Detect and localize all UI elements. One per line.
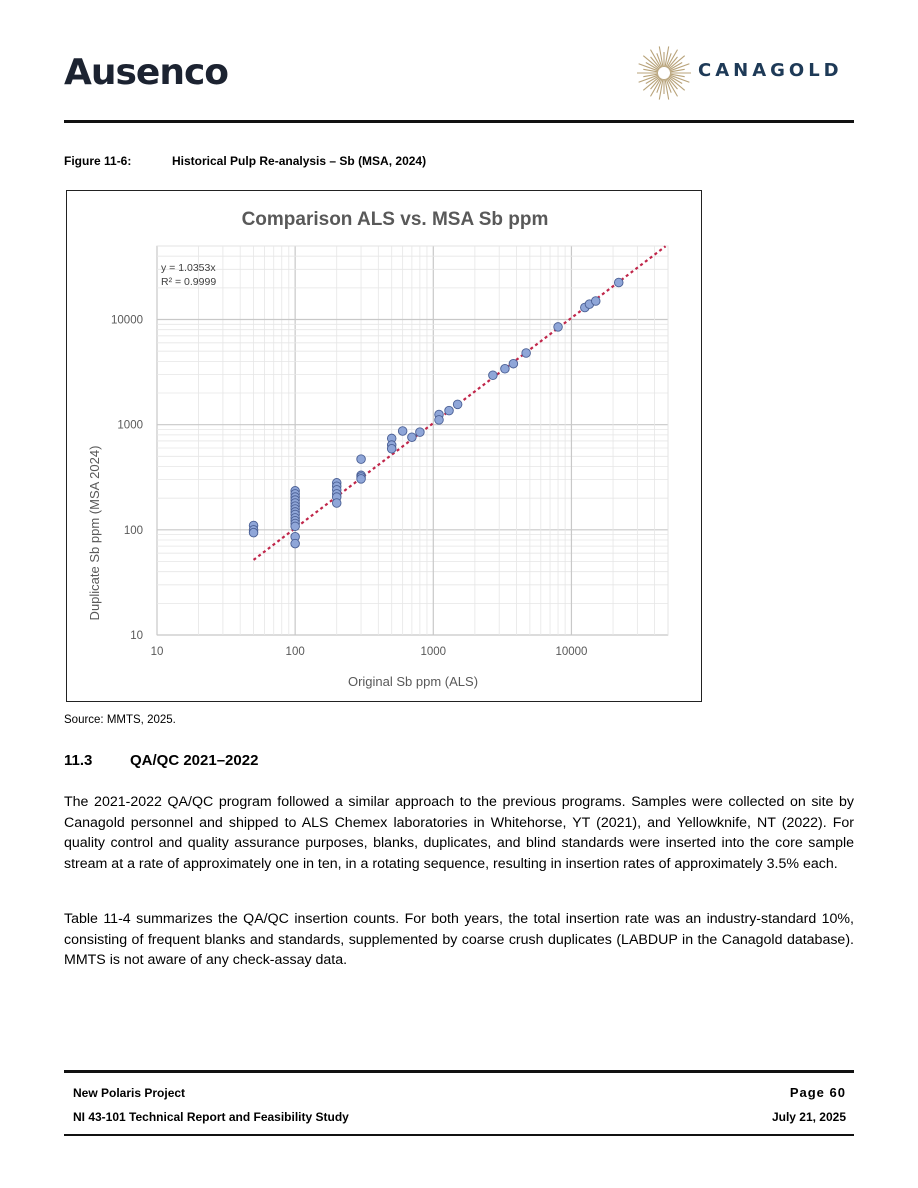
paragraph: The 2021-2022 QA/QC program followed a similar approach to the previous programs. Samples were collected on site by Canagold personnel and shipped to ALS Chemex laboratories in Whitehorse, YT (2021), and Yellowknife, NT (2022). For quality control and quality assurance purposes, blanks, duplicates, and blind standards were inserted into the core sample stream at a rate of approximately one in ten, in a rotating sequence, resulting in insertion rates of approximately 3.5% each. (64, 794, 854, 872)
data-point (614, 278, 623, 287)
data-point (501, 364, 510, 373)
data-point (357, 455, 366, 464)
data-point (291, 539, 300, 548)
section-number: 11.3 (64, 752, 93, 769)
chart-title: Comparison ALS vs. MSA Sb ppm (241, 209, 549, 230)
header-rule (64, 120, 854, 123)
data-point (408, 433, 417, 442)
chart-frame (66, 190, 702, 702)
footer-project: New Polaris Project (73, 1086, 186, 1100)
data-point (435, 416, 444, 425)
y-axis-label: Duplicate Sb ppm (MSA 2024) (87, 445, 102, 621)
data-point (522, 349, 531, 358)
x-tick-label: 100 (285, 646, 305, 658)
section-title: QA/QC 2021–2022 (130, 752, 259, 769)
sunburst-icon (636, 40, 692, 106)
ausenco-logo: Ausenco (64, 52, 229, 93)
data-point (398, 427, 407, 436)
footer-rule (64, 1070, 854, 1073)
data-point (554, 323, 563, 332)
section-heading (64, 752, 258, 769)
canagold-wordmark: CANAGOLD (698, 60, 843, 81)
data-point (291, 522, 300, 531)
footer-bottom-rule (64, 1134, 854, 1136)
figure-title: Historical Pulp Re-analysis – Sb (MSA, 2024) (172, 154, 427, 168)
data-point (249, 528, 258, 537)
y-tick-label: 1000 (117, 419, 143, 432)
x-tick-label: 10000 (555, 646, 588, 658)
x-tick-label: 10 (150, 646, 164, 658)
data-point (591, 297, 600, 306)
equation-label: y = 1.0353x (161, 262, 216, 274)
figure-caption (64, 154, 426, 168)
page-number: Page 60 (789, 1085, 846, 1100)
footer-date: July 21, 2025 (771, 1110, 846, 1124)
footer-report-title: NI 43-101 Technical Report and Feasibility Study (73, 1110, 349, 1124)
y-tick-label: 10 (130, 630, 143, 642)
data-point (509, 359, 518, 368)
x-axis-label: Original Sb ppm (ALS) (347, 674, 479, 689)
x-tick-label: 1000 (420, 646, 447, 658)
data-point (489, 371, 498, 380)
scatter-chart (67, 191, 701, 701)
data-point (445, 406, 454, 415)
paragraph: Table 11-4 summarizes the QA/QC insertion counts. For both years, the total insertion rate was an industry-standard 10%, consisting of frequent blanks and standards, supplemented by coarse crush duplicates (LABDUP in the Canagold database). MMTS is not aware of any check-assay data. (64, 911, 854, 968)
figure-source: Source: MMTS, 2025. (64, 714, 176, 726)
data-point (416, 428, 425, 437)
data-point (357, 475, 366, 484)
r-squared-label: R² = 0.9999 (161, 276, 217, 288)
data-point (387, 444, 396, 453)
canagold-logo (636, 40, 856, 106)
data-point (453, 400, 462, 409)
figure-number: Figure 11-6: (64, 154, 132, 168)
y-tick-label: 10000 (111, 314, 143, 327)
y-tick-label: 100 (123, 524, 143, 537)
data-point (332, 499, 341, 508)
